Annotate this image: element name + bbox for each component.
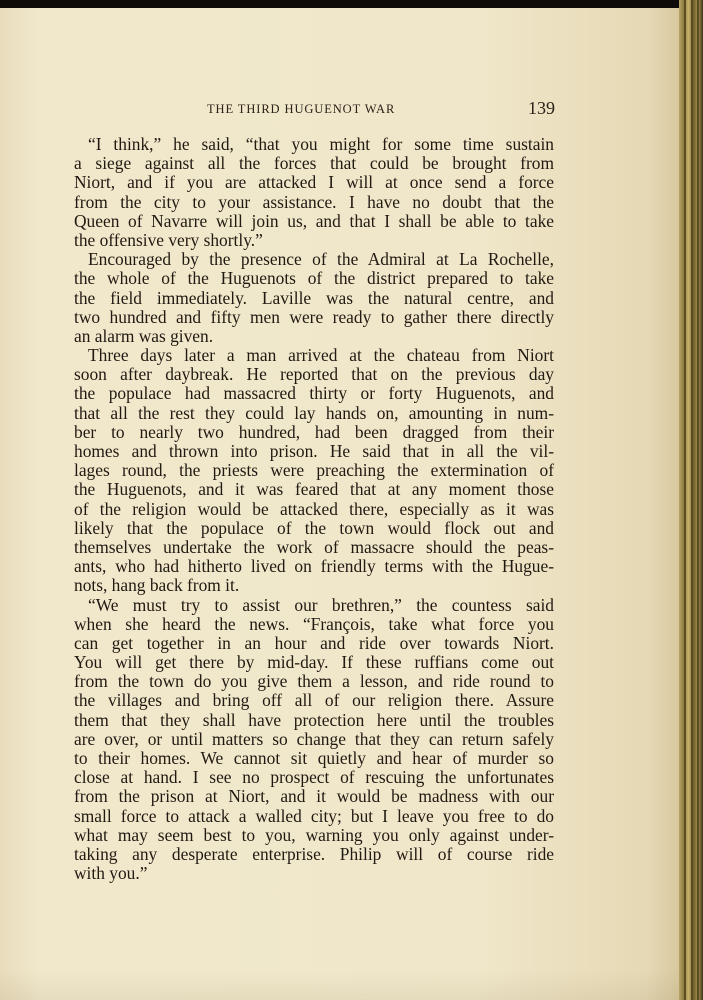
text-line: to their homes. We cannot sit quietly and hear of murder so	[74, 748, 554, 768]
text-line: lages round, the priests were preaching the extermination of	[74, 460, 554, 481]
text-line: them that they shall have protection here until the troubles	[74, 709, 554, 730]
text-line: small force to attack a walled city; but I leave you free to do	[74, 805, 554, 826]
text-line: likely that the populace of the town would flock out and	[74, 517, 554, 538]
text-line: nots, hang back from it.	[74, 575, 240, 596]
text-line: from the prison at Niort, and it would be madness with our	[74, 786, 554, 807]
text-line: when she heard the news. “François, take what force you	[74, 613, 554, 634]
text-line: the offensive very shortly.”	[74, 229, 263, 250]
text-line: a siege against all the forces that could be brought from	[74, 153, 554, 174]
text-line: that all the rest they could lay hands on, amounting in num-	[74, 402, 554, 423]
text-line: are over, or until matters so change that they can return safely	[74, 728, 554, 749]
text-line: soon after daybreak. He reported that on the previous day	[74, 364, 554, 385]
text-line: homes and thrown into prison. He said that in all the vil-	[74, 441, 554, 461]
text-line: ber to nearly two hundred, had been dragged from their	[74, 421, 554, 442]
text-line: “I think,” he said, “that you might for some time sustain	[88, 134, 554, 154]
page-header	[207, 100, 555, 120]
text-line: close at hand. I see no prospect of rescuing the unfortunates	[74, 767, 554, 788]
text-line: Niort, and if you are attacked I will at once send a force	[74, 172, 554, 193]
text-line: can get together in an hour and ride over towards Niort.	[74, 632, 554, 653]
text-line: the populace had massacred thirty or forty Huguenots, and	[74, 383, 554, 404]
page-bottom-shade	[0, 970, 680, 1000]
spine-edge-line	[697, 0, 699, 1000]
text-line: what may seem best to you, warning you only against under-	[74, 824, 554, 845]
text-line: ants, who had hitherto lived on friendly terms with the Hugue-	[74, 556, 554, 577]
page-number: 139	[528, 98, 555, 118]
text-line: taking any desperate enterprise. Philip will of course ride	[74, 843, 554, 864]
text-line: from the town do you give them a lesson, and ride round to	[74, 671, 554, 692]
text-line: from the city to your assistance. I have no doubt that the	[74, 191, 554, 212]
book-spine	[679, 0, 703, 1000]
text-line: the Huguenots, and it was feared that at any moment those	[74, 479, 554, 500]
running-head: THE THIRD HUGUENOT WAR	[207, 102, 396, 116]
text-line: the villages and bring off all of our religion there. Assure	[74, 690, 554, 711]
book-page	[0, 8, 680, 1000]
text-line: the whole of the Huguenots of the district prepared to take	[74, 268, 554, 289]
text-line: Encouraged by the presence of the Admiral at La Rochelle,	[88, 249, 554, 270]
body-text	[74, 135, 554, 883]
text-line: themselves undertake the work of massacre should the peas-	[74, 536, 554, 557]
text-line: an alarm was given.	[74, 325, 214, 346]
text-line: You will get there by mid-day. If these ruffians come out	[74, 652, 554, 673]
text-line: with you.”	[74, 863, 148, 884]
text-line: of the religion would be attacked there, especially as it was	[74, 498, 554, 519]
text-line: two hundred and fifty men were ready to gather there directly	[74, 306, 554, 327]
text-line: “We must try to assist our brethren,” the countess said	[88, 594, 554, 615]
text-line: Three days later a man arrived at the chateau from Niort	[88, 345, 554, 366]
text-line: the field immediately. Laville was the natural centre, and	[74, 287, 554, 308]
text-line: Queen of Navarre will join us, and that I shall be able to take	[74, 210, 554, 231]
spine-edge-line	[684, 0, 686, 1000]
spine-edge-line	[691, 0, 693, 1000]
